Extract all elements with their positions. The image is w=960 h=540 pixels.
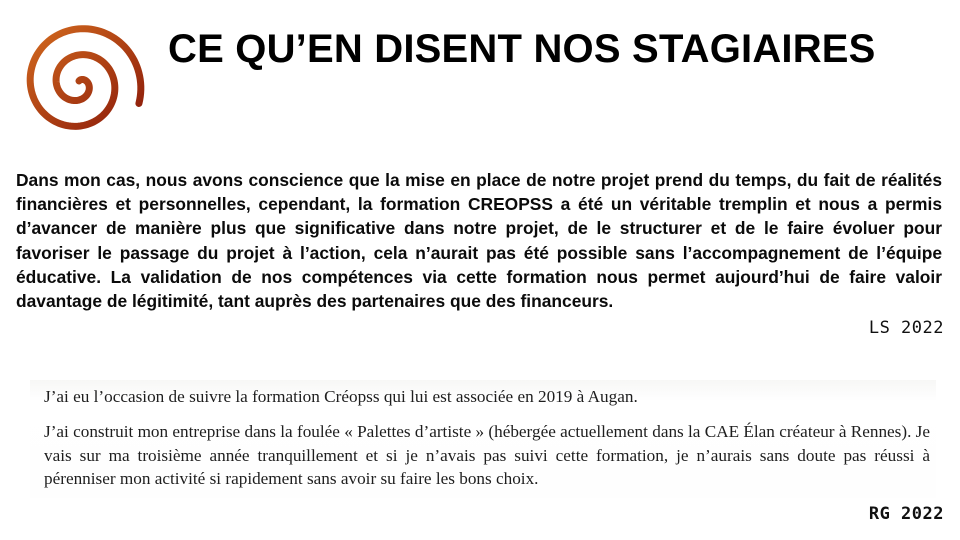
- spiral-logo-icon: [14, 12, 149, 152]
- testimonial-rg-paragraph-2: J’ai construit mon entreprise dans la foulée « Palettes d’artiste » (hébergée actuellement dans la CAE Élan créateur à Rennes). Je vais sur ma troisième année tranquillement et si je n’avais pas suivi cette formation, je n’aurais sans doute pas réussi à pérenniser mon activité si rapidement sans avoir su faire les bons choix.: [44, 422, 930, 488]
- testimonial-ls-text: Dans mon cas, nous avons conscience que la mise en place de notre projet prend du temps, du fait de réalités financières et personnelles, cependant, la formation CREOPSS a été un véritable tremplin et nous a permis d’avancer de manière plus que significative dans notre projet, de le structurer et de le faire évoluer pour favoriser le passage du projet à l’action, cela n’aurait pas été possible sans l’accompagnement de l’équipe éducative. La validation de nos compétences via cette formation nous permet aujourd’hui de faire valoir davantage de légitimité, tant auprès des partenaires que des financeurs.: [16, 170, 942, 312]
- testimonial-rg-signature: RG 2022: [868, 504, 944, 524]
- testimonial-rg-paragraph-1: J’ai eu l’occasion de suivre la formation Créopss qui lui est associée en 2019 à Augan.: [44, 387, 638, 406]
- page-title: CE QU’EN DISENT NOS STAGIAIRES: [168, 27, 876, 71]
- testimonial-ls-signature: LS 2022: [868, 318, 944, 338]
